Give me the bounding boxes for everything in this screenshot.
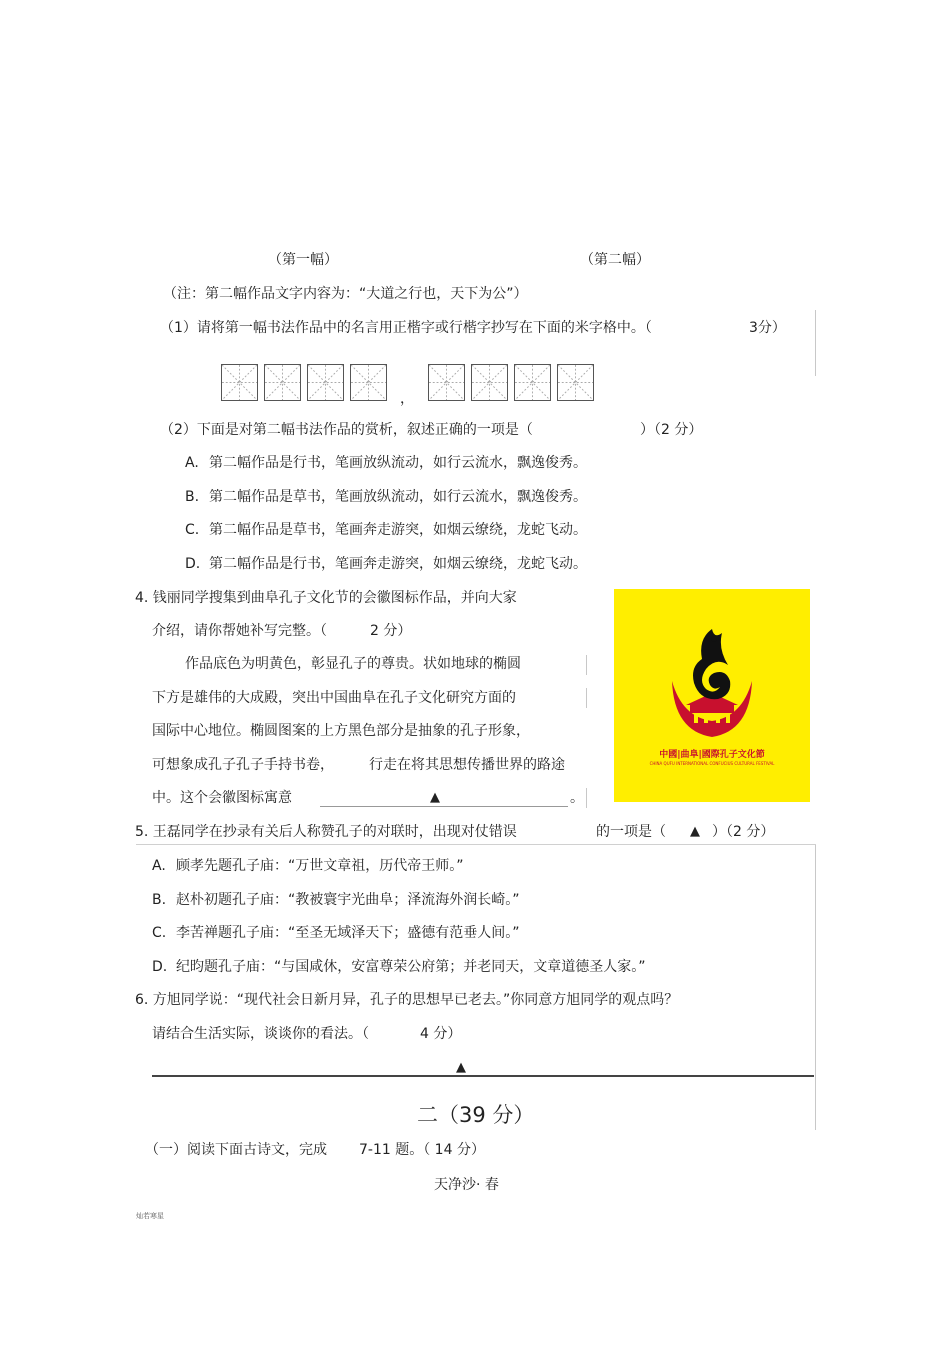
- mi-grid-cell[interactable]: [264, 364, 301, 401]
- question-5-close: ）（2 分）: [712, 824, 775, 840]
- footer-text: 灿若寒星: [136, 1212, 164, 1220]
- option-text: 李苦禅题孔子庙：“至圣无域泽天下；盛德有范垂人间。”: [176, 925, 520, 941]
- question-4-p4b: 行走在将其思想传播世界的路途: [369, 757, 565, 773]
- question-6: 6. 方旭同学说：“现代社会日新月异，孔子的思想早已老去。”你同意方旭同学的观点吗？: [135, 992, 679, 1008]
- emblem-graphic: [614, 609, 810, 759]
- mi-grid-cell[interactable]: [307, 364, 344, 401]
- mi-grid-group-2: [428, 364, 594, 401]
- festival-emblem: [614, 589, 810, 802]
- margin-rule: [586, 788, 587, 808]
- question-3-2-close: ）（2 分）: [640, 422, 703, 438]
- emblem-cn-text: 中國|曲阜|國際孔子文化節: [659, 750, 765, 760]
- triangle-icon: ▲: [456, 1060, 466, 1075]
- margin-rule: [815, 845, 816, 1130]
- mi-grid-cell[interactable]: [221, 364, 258, 401]
- question-3-1-score: 3分）: [749, 320, 786, 336]
- option-label: D.: [152, 959, 168, 975]
- question-6-line2: 请结合生活实际，谈谈你的看法。（: [152, 1026, 369, 1042]
- section-title: 二（39 分）: [417, 1103, 535, 1127]
- reading-instruction: （一）阅读下面古诗文，完成: [145, 1142, 327, 1158]
- question-4-p2: 下方是雄伟的大成殿，突出中国曲阜在孔子文化研究方面的: [152, 690, 516, 706]
- question-4-score: 2 分）: [370, 623, 412, 639]
- option-text: 纪昀题孔子庙：“与国咸休，安富尊荣公府第；并老同天，文章道德圣人家。”: [176, 959, 646, 975]
- faint-rule: [136, 844, 816, 845]
- question-4-p3: 国际中心地位。椭圆图案的上方黑色部分是抽象的孔子形象，: [152, 723, 530, 739]
- mi-grid-cell[interactable]: [350, 364, 387, 401]
- question-4: 4. 钱丽同学搜集到曲阜孔子文化节的会徽图标作品，并向大家: [135, 590, 517, 606]
- option-label: C.: [152, 925, 167, 941]
- grid-comma: ，: [400, 391, 414, 407]
- note: （注：第二幅作品文字内容为：“大道之行也，天下为公”）: [163, 286, 528, 302]
- margin-rule: [586, 655, 587, 675]
- mi-grid-cell[interactable]: [514, 364, 551, 401]
- triangle-icon: ▲: [690, 824, 700, 839]
- mi-grid-cell[interactable]: [471, 364, 508, 401]
- option-text: 顾孝先题孔子庙：“万世文章祖，历代帝王师。”: [176, 858, 464, 874]
- option-label: A.: [185, 455, 199, 471]
- margin-rule: [815, 310, 816, 376]
- mi-grid-cell[interactable]: [428, 364, 465, 401]
- option-text: 第二幅作品是草书，笔画奔走游突，如烟云缭绕，龙蛇飞动。: [209, 522, 587, 538]
- margin-rule: [586, 688, 587, 708]
- question-4-p5: 中。这个会徽图标寓意: [152, 790, 292, 806]
- option-text: 第二幅作品是行书，笔画奔走游突，如烟云缭绕，龙蛇飞动。: [209, 556, 587, 572]
- caption-first: （第一幅）: [268, 252, 338, 268]
- option-label: B.: [152, 892, 167, 908]
- question-4-end: 。: [570, 790, 584, 806]
- triangle-icon: ▲: [430, 790, 440, 805]
- option-label: C.: [185, 522, 200, 538]
- answer-blank-line[interactable]: [320, 806, 568, 807]
- question-3-2: （2）下面是对第二幅书法作品的赏析，叙述正确的一项是（: [160, 422, 533, 438]
- option-text: 第二幅作品是草书，笔画放纵流动，如行云流水，飘逸俊秀。: [209, 489, 587, 505]
- question-6-score: 4 分）: [420, 1026, 462, 1042]
- question-4-p4a: 可想象成孔子孔子手持书卷，: [152, 757, 334, 773]
- question-3-1: （1）请将第一幅书法作品中的名言用正楷字或行楷字抄写在下面的米字格中。（: [160, 320, 652, 336]
- option-label: B.: [185, 489, 200, 505]
- question-5: 5. 王磊同学在抄录有关后人称赞孔子的对联时，出现对仗错误: [135, 824, 517, 840]
- option-label: A.: [152, 858, 166, 874]
- emblem-en-text: CHINA QUFU INTERNATIONAL CONFUCIUS CULTURAL FESTIVAL: [649, 761, 775, 766]
- answer-blank-line[interactable]: [152, 1075, 814, 1077]
- question-4-p1: 作品底色为明黄色，彰显孔子的尊贵。状如地球的椭圆: [185, 656, 521, 672]
- poem-title: 天净沙· 春: [434, 1177, 499, 1193]
- question-4-line2: 介绍，请你帮她补写完整。（: [152, 623, 327, 639]
- caption-second: （第二幅）: [580, 252, 650, 268]
- question-5-tail: 的一项是（: [596, 824, 666, 840]
- option-text: 第二幅作品是行书，笔画放纵流动，如行云流水，飘逸俊秀。: [209, 455, 587, 471]
- mi-grid-group-1: [221, 364, 387, 401]
- option-label: D.: [185, 556, 201, 572]
- mi-grid-cell[interactable]: [557, 364, 594, 401]
- reading-instruction-range: 7-11 题。（ 14 分）: [359, 1142, 485, 1158]
- option-text: 赵朴初题孔子庙：“教被寰宇光曲阜；泽流海外润长崎。”: [176, 892, 520, 908]
